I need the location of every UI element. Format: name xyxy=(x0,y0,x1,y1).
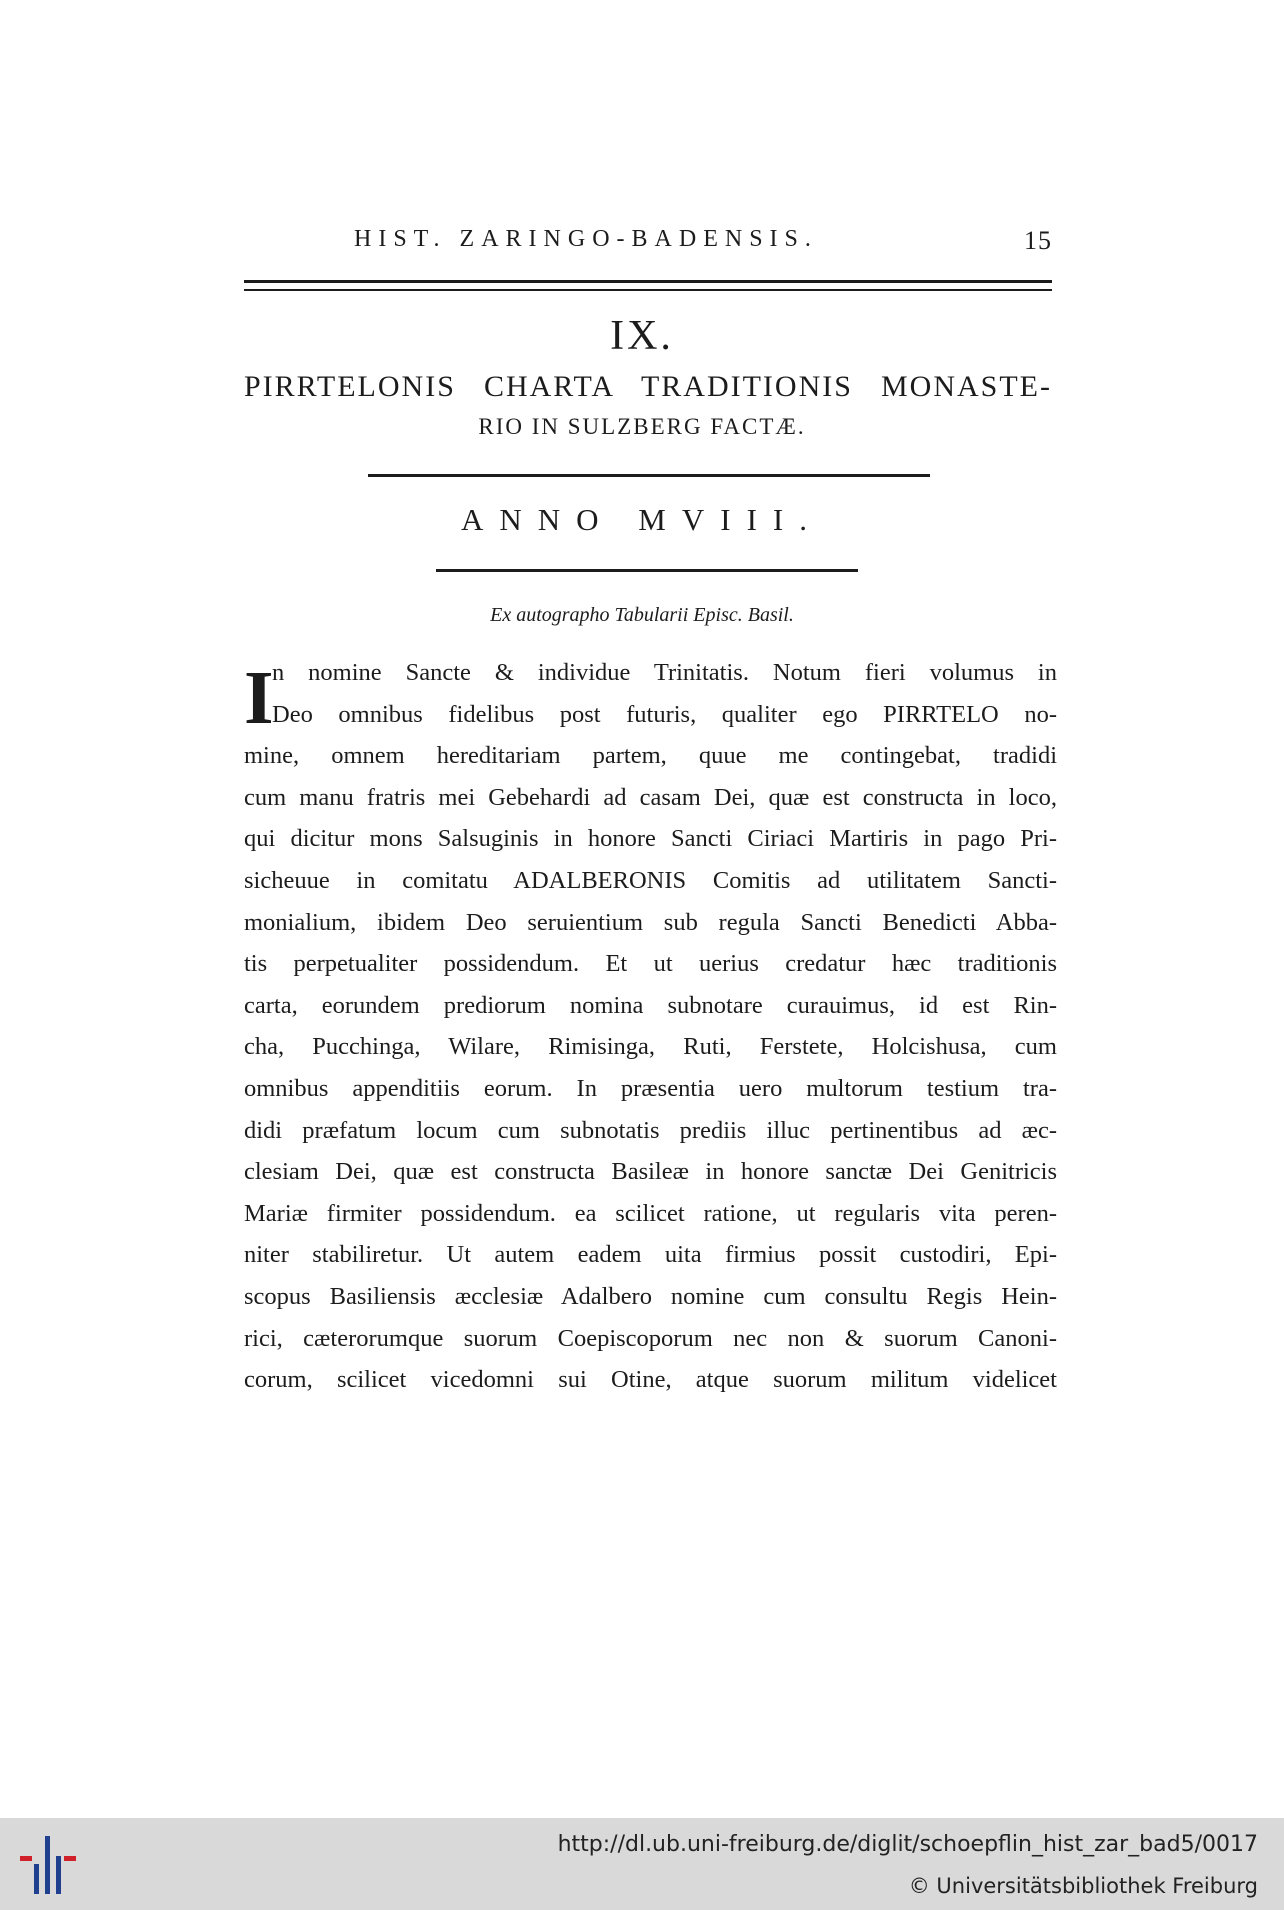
text-line: rici, cæterorumque suorum Coepiscoporum nec non & suorum Canoni- xyxy=(244,1324,1057,1352)
text-line: corum, scilicet vicedomni sui Otine, atque suorum militum videlicet xyxy=(244,1366,1057,1394)
title-rule xyxy=(368,474,930,477)
logo-red-bar-right xyxy=(64,1856,76,1861)
text-line: omnibus appenditiis eorum. In præsentia uero multorum testium tra- xyxy=(244,1074,1057,1102)
logo-blue-bar-3 xyxy=(56,1856,61,1894)
text-line: niter stabiliretur. Ut autem eadem uita firmius possit custodiri, Epi- xyxy=(244,1241,1057,1269)
chapter-title-line-2: RIO IN SULZBERG FACTÆ. xyxy=(478,414,806,439)
text-line: tis perpetualiter possidendum. Et ut uerius credatur hæc traditionis xyxy=(244,950,1057,978)
text-line: monialium, ibidem Deo seruientium sub regula Sancti Benedicti Abba- xyxy=(244,908,1057,936)
text-line: scopus Basiliensis æcclesiæ Adalbero nomine cum consultu Regis Hein- xyxy=(244,1282,1057,1310)
text-line: mine, omnem hereditariam partem, quue me contingebat, tradidi xyxy=(244,742,1057,770)
year-rule xyxy=(436,569,858,572)
chapter-year: ANNO MVIII. xyxy=(461,502,823,537)
chapter-title-line-1: PIRRTELONIS CHARTA TRADITIONIS MONASTE- xyxy=(244,370,1052,403)
logo-blue-bar-2 xyxy=(45,1836,50,1894)
header-rule-top xyxy=(244,280,1052,283)
logo-blue-bar-1 xyxy=(34,1864,39,1894)
text-line: Mariæ firmiter possidendum. ea scilicet ratione, ut regularis vita peren- xyxy=(244,1199,1057,1227)
source-note: Ex autographo Tabularii Episc. Basil. xyxy=(490,604,794,626)
page-number: 15 xyxy=(1024,226,1052,255)
text-line: qui dicitur mons Salsuginis in honore Sancti Ciriaci Martiris in pago Pri- xyxy=(244,825,1057,853)
ub-freiburg-logo-icon xyxy=(14,1830,84,1900)
text-line: n nomine Sancte & individue Trinitatis. Notum fieri volumus in xyxy=(272,659,1057,686)
text-line: cha, Pucchinga, Wilare, Rimisinga, Ruti, Ferstete, Holcishusa, cum xyxy=(244,1033,1057,1061)
header-rule-bottom xyxy=(244,289,1052,291)
viewer-footer xyxy=(0,1818,1284,1910)
text-line: Deo omnibus fidelibus post futuris, qualiter ego PIRRTELO no- xyxy=(272,700,1057,728)
logo-red-bar-left xyxy=(20,1856,32,1861)
text-line: didi præfatum locum cum subnotatis prediis illuc pertinentibus ad æc- xyxy=(244,1116,1057,1144)
running-head xyxy=(244,226,1052,266)
body-text xyxy=(244,652,1057,1401)
text-line: clesiam Dei, quæ est constructa Basileæ in honore sanctæ Dei Genitricis xyxy=(244,1158,1057,1186)
text-line: cum manu fratris mei Gebehardi ad casam Dei, quæ est constructa in loco, xyxy=(244,783,1057,811)
permalink-url[interactable]: http://dl.ub.uni-freiburg.de/diglit/schoepflin_hist_zar_bad5/0017 xyxy=(557,1832,1258,1857)
drop-cap: I xyxy=(244,656,274,740)
copyright-notice: © Universitätsbibliothek Freiburg xyxy=(908,1874,1258,1898)
text-line: carta, eorundem prediorum nomina subnotare curauimus, id est Rin- xyxy=(244,991,1057,1019)
chapter-number: IX. xyxy=(610,313,674,359)
running-title: HIST. ZARINGO-BADENSIS. xyxy=(354,226,818,252)
text-line: sicheuue in comitatu ADALBERONIS Comitis ad utilitatem Sancti- xyxy=(244,866,1057,894)
